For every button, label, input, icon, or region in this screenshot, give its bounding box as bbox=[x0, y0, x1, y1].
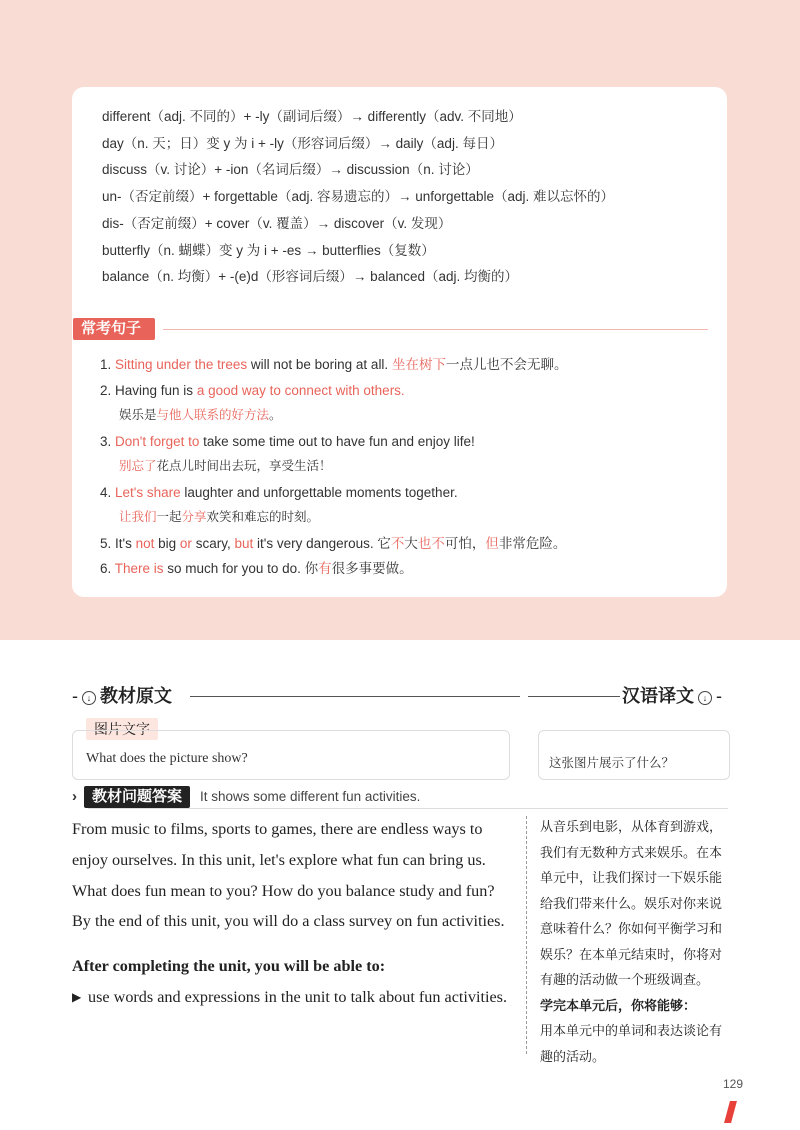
sentence-2-translation: 娱乐是与他人联系的好方法。 bbox=[119, 408, 282, 422]
word-line: balance（n. 均衡）+ -(e)d（形容词后缀）→ balanced（adj. 均衡的） bbox=[102, 269, 519, 285]
sentence-3-translation: 别忘了花点儿时间出去玩，享受生活！ bbox=[119, 459, 332, 473]
word-line: dis-（否定前缀）+ cover（v. 覆盖）→ discover（v. 发现） bbox=[102, 215, 452, 231]
answer-heading bbox=[72, 786, 420, 808]
sentence-4-translation: 让我们一起分享欢笑和难忘的时刻。 bbox=[119, 510, 320, 524]
original-text-heading: - ↓ 教材原文 bbox=[72, 686, 172, 706]
word-line: un-（否定前缀）+ forgettable（adj. 容易遗忘的）→ unforgettable（adj. 难以忘怀的） bbox=[102, 189, 615, 205]
page-number: 129 bbox=[723, 1077, 744, 1091]
word-line: discuss（v. 讨论）+ -ion（名词后缀）→ discussion（n. 讨论） bbox=[102, 162, 479, 178]
bullet-icon: ▶ bbox=[72, 989, 82, 1004]
sentence-4: 4. Let's share laughter and unforgettable moments together. 让我们一起分享欢笑和难忘的时刻。 bbox=[100, 480, 720, 531]
bar-divider-left bbox=[190, 696, 520, 697]
arrow-down-icon: ↓ bbox=[698, 691, 712, 705]
main-chinese-text bbox=[540, 814, 730, 1069]
intro-paragraph: From music to films, sports to games, there are endless ways to enjoy ourselves. In this unit, let's explore what fun can bring us. What does fun mean to you? How do you balance study and fun? By the end of this unit, you will do a class survey on fun activities. bbox=[72, 820, 505, 931]
bar-divider-right bbox=[528, 696, 620, 697]
sentence-2: 2. Having fun is a good way to connect with others. 娱乐是与他人联系的好方法。 bbox=[100, 378, 720, 429]
column-divider bbox=[526, 816, 527, 1054]
translation-heading: 汉语译文 ↓ - bbox=[622, 686, 722, 706]
word-line: butterfly（n. 蝴蝶）变 y 为 i + -es → butterflies（复数） bbox=[102, 242, 435, 258]
intro-paragraph-cn: 从音乐到电影，从体育到游戏，我们有无数种方式来娱乐。在本单元中，让我们探讨一下娱乐能给我们带来什么。娱乐对你来说意味着什么？你如何平衡学习和娱乐？在本单元结束时，你将对有趣的活动做一个班级调查。 bbox=[540, 819, 723, 987]
sentence-6: 6. There is so much for you to do. 你有很多事要做。 bbox=[100, 561, 413, 576]
word-line: different（adj. 不同的）+ -ly（副词后缀）→ differently（adv. 不同地） bbox=[102, 109, 522, 124]
picture-text-label: 图片文字 bbox=[86, 718, 158, 740]
picture-question-cn: 这张图片展示了什么？ bbox=[549, 756, 675, 770]
sentence-5: 5. It's not big or scary, but it's very dangerous. 它不大也不可怕，但非常危险。 bbox=[100, 535, 567, 551]
sentence-1: 1. Sitting under the trees will not be boring at all. 坐在树下一点儿也不会无聊。 bbox=[100, 357, 568, 372]
section-title: 常考句子 bbox=[73, 318, 155, 340]
objectives-heading: After completing the unit, you will be able to: bbox=[72, 957, 386, 976]
main-english-text bbox=[72, 814, 512, 1013]
objective-item: ▶ use words and expressions in the unit to talk about fun activities. bbox=[72, 982, 512, 1013]
sentence-3: 3. Don't forget to take some time out to have fun and enjoy life! 别忘了花点儿时间出去玩，享受生活！ bbox=[100, 429, 720, 480]
section-divider bbox=[163, 329, 708, 330]
word-line: day（n. 天；日）变 y 为 i + -ly（形容词后缀）→ daily（adj. 每日） bbox=[102, 135, 503, 151]
chevron-right-icon: › bbox=[72, 788, 77, 805]
picture-question-en: What does the picture show? bbox=[86, 751, 248, 766]
arrow-down-icon: ↓ bbox=[82, 691, 96, 705]
objective-item-cn: 用本单元中的单词和表达谈论有趣的活动。 bbox=[540, 1023, 723, 1064]
word-formation-list bbox=[102, 104, 702, 291]
objectives-heading-cn: 学完本单元后，你将能够： bbox=[540, 997, 697, 1013]
answer-label: 教材问题答案 bbox=[84, 786, 190, 808]
answer-text: It shows some different fun activities. bbox=[200, 789, 421, 804]
answer-divider bbox=[88, 808, 728, 809]
sentence-list bbox=[100, 352, 720, 582]
page-mark bbox=[724, 1101, 737, 1123]
